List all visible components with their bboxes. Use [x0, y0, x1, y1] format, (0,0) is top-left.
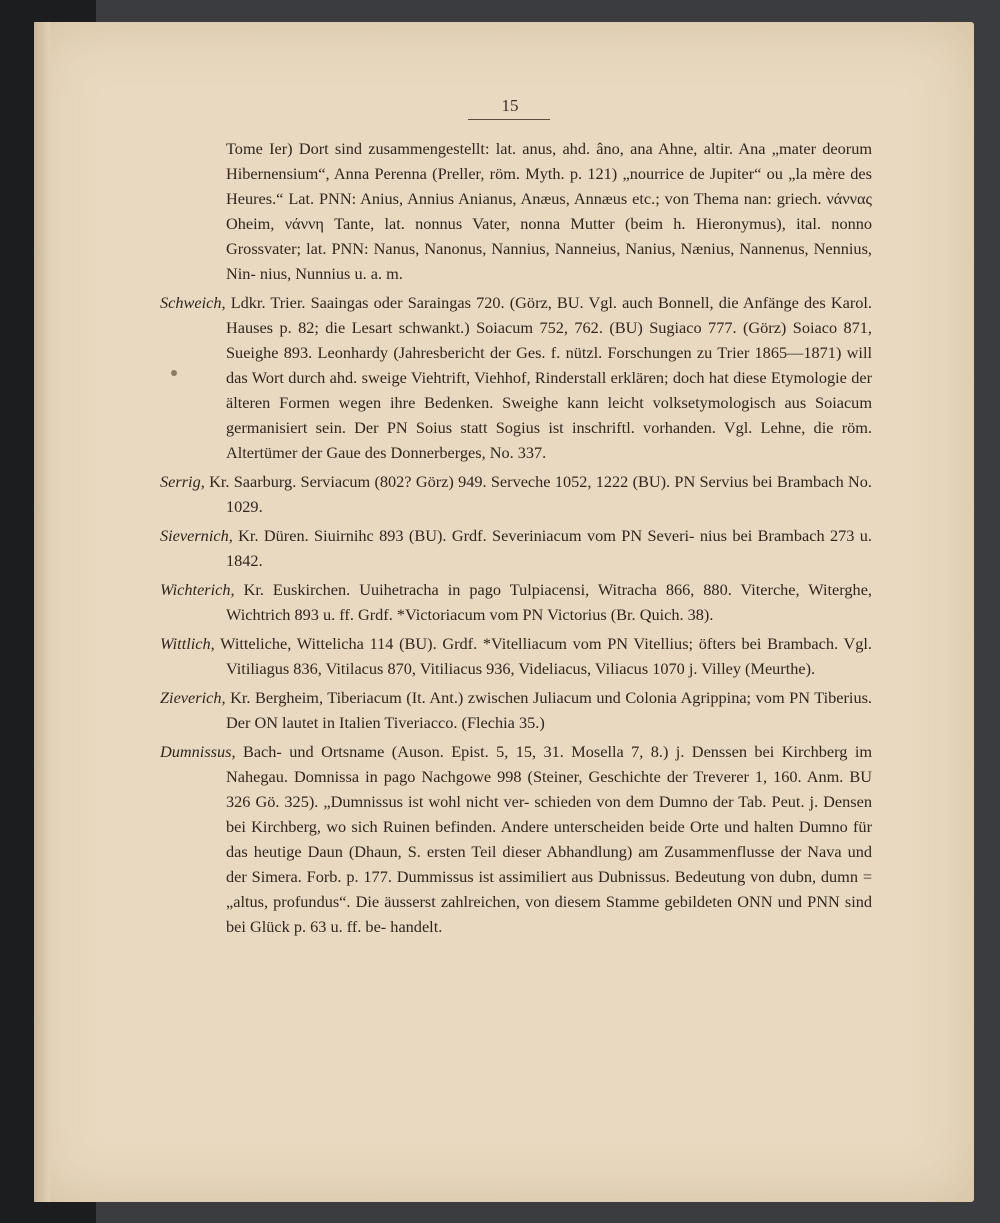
text-line: (BU) Sugiaco 777. (Görz) Soiaco 871, Sueighe 893. Leonhardy (Jahresbericht: [226, 318, 872, 362]
text-line: sweige Viehtrift, Viehhof, Rinderstall erklären; doch hat diese Etymologie der: [361, 368, 872, 387]
entry-term: Wichterich,: [160, 580, 235, 599]
text-line: Ldkr. Trier. Saaingas oder Saraingas 720. (Görz, BU. Vgl. auch Bonnell, die: [230, 293, 739, 312]
entry-term: Dumnissus,: [160, 742, 236, 761]
entry-wichterich: [160, 577, 872, 627]
entry-term: Schweich,: [160, 293, 226, 312]
entry-serrig: [160, 469, 872, 519]
text-line: bei Brambach No. 1029.: [226, 472, 872, 516]
text-line: Kr. Düren. Siuirnihc 893 (BU). Grdf. Severiniacum vom PN Severi-: [238, 526, 695, 545]
text-line: der Ges. f. nützl. Forschungen zu Trier 1865—1871) will das Wort durch ahd.: [226, 343, 872, 387]
text-line: Brambach. Vgl. Vitiliagus 836, Vitilacus 870, Vitiliacus 936, Videliacus, Viliacus: [226, 634, 872, 678]
text-line: von diesem Stamme gebildeten ONN und PNN sind bei Glück p. 63 u. ff. be-: [226, 892, 873, 936]
text-line: Soiacum germanisiert sein. Der PN Soius statt Sogius ist inschriftl. vorhanden.: [226, 393, 872, 437]
text-line: Vgl. Lehne, die röm. Altertümer der Gaue des Donnerberges, No. 337.: [226, 418, 872, 462]
entry-schweich: [160, 290, 872, 465]
text-line: Witerghe, Wichtrich 893 u. ff. Grdf. *Victoriacum vom PN Victorius (Br. Quich. 38).: [226, 580, 872, 624]
entry-term: Zieverich,: [160, 688, 226, 707]
text-line: nius bei Brambach 273 u. 1842.: [226, 526, 872, 570]
text-line: Tome Ier) Dort sind zusammengestellt: lat. anus, ahd. âno, ana Ahne, altir. Ana: [226, 139, 766, 158]
entry-term: Sievernich,: [160, 526, 233, 545]
text-line: Ruinen befinden. Andere unterscheiden beide Orte und halten Dumno für das: [226, 817, 872, 861]
entry-wittlich: [160, 631, 872, 681]
intro-paragraph: [160, 136, 872, 286]
text-line: „mater deorum Hibernensium“, Anna Perenna (Preller, röm. Myth. p. 121) „nourrice: [226, 139, 873, 183]
text-line: de Jupiter“ ou „la mère des Heures.“ Lat. PNN: Anius, Annius Anianus, Anæus,: [226, 164, 872, 208]
text-line: der Treverer 1, 160. Anm. BU 326 Gö. 325). „Dumnissus ist wohl nicht ver-: [226, 767, 873, 811]
text-line: vom PN Tiberius. Der ON lautet in Italien Tiveriacco. (Flechia 35.): [226, 688, 872, 732]
text-line: älteren Formen wegen ihre Bedenken. Sweighe kann leicht volksetymologisch aus: [226, 393, 807, 412]
text-line: Anfänge des Karol. Hauses p. 82; die Lesart schwankt.) Soiacum 752, 762.: [226, 293, 872, 337]
text-line: Bach- und Ortsname (Auson. Epist. 5, 15, 31. Mosella 7, 8.) j. Denssen bei: [242, 742, 775, 761]
text-line: Nava und der Simera. Forb. p. 177. Dummissus ist assimiliert aus Dubnissus.: [226, 842, 872, 886]
page-number: 15: [501, 96, 519, 115]
text-line: Kr. Saarburg. Serviacum (802? Görz) 949. Serveche 1052, 1222 (BU). PN Servius: [209, 472, 749, 491]
text-line: Kr. Bergheim, Tiberiacum (It. Ant.) zwischen Juliacum und Colonia Agrippina;: [230, 688, 752, 707]
text-line: schieden von dem Dumno der Tab. Peut. j. Densen bei Kirchberg, wo sich: [226, 792, 872, 836]
entry-dumnissus: [160, 739, 872, 939]
text-line: Vater, nonna Mutter (beim h. Hieronymus), ital. nonno Grossvater; lat. PNN:: [226, 214, 873, 258]
text-block: [160, 136, 872, 943]
text-line: Kr. Euskirchen. Uuihetracha in pago Tulpiacensi, Witracha 866, 880. Viterche,: [243, 580, 800, 599]
entry-term: Serrig,: [160, 472, 205, 491]
text-line: 1070 j. Villey (Meurthe).: [652, 659, 816, 678]
text-line: Witteliche, Wittelicha 114 (BU). Grdf. *Vitelliacum vom PN Vitellius; öfters bei: [220, 634, 762, 653]
entry-sievernich: [160, 523, 872, 573]
text-line: Nanus, Nanonus, Nannius, Nanneius, Nanius, Nænius, Nannenus, Nennius, Nin-: [226, 239, 872, 283]
entry-term: Wittlich,: [160, 634, 215, 653]
text-line: handelt.: [390, 917, 443, 936]
page-gutter: [34, 22, 50, 1202]
entry-zieverich: [160, 685, 872, 735]
page-number-rule: [468, 119, 550, 120]
text-line: Bedeutung von dubn, dumn = „altus, profundus“. Die äusserst zahlreichen,: [226, 867, 873, 911]
text-line: heutige Daun (Dhaun, S. ersten Teil dieser Abhandlung) am Zusammenflusse der: [253, 842, 802, 861]
text-line: nius, Nunnius u. a. m.: [259, 264, 403, 283]
text-line: Kirchberg im Nahegau. Domnissa in pago Nachgowe 998 (Steiner, Geschichte: [226, 742, 873, 786]
text-line: Annæus etc.; von Thema nan: griech. νάννας Oheim, νάννη Tante, lat. nonnus: [226, 189, 873, 233]
